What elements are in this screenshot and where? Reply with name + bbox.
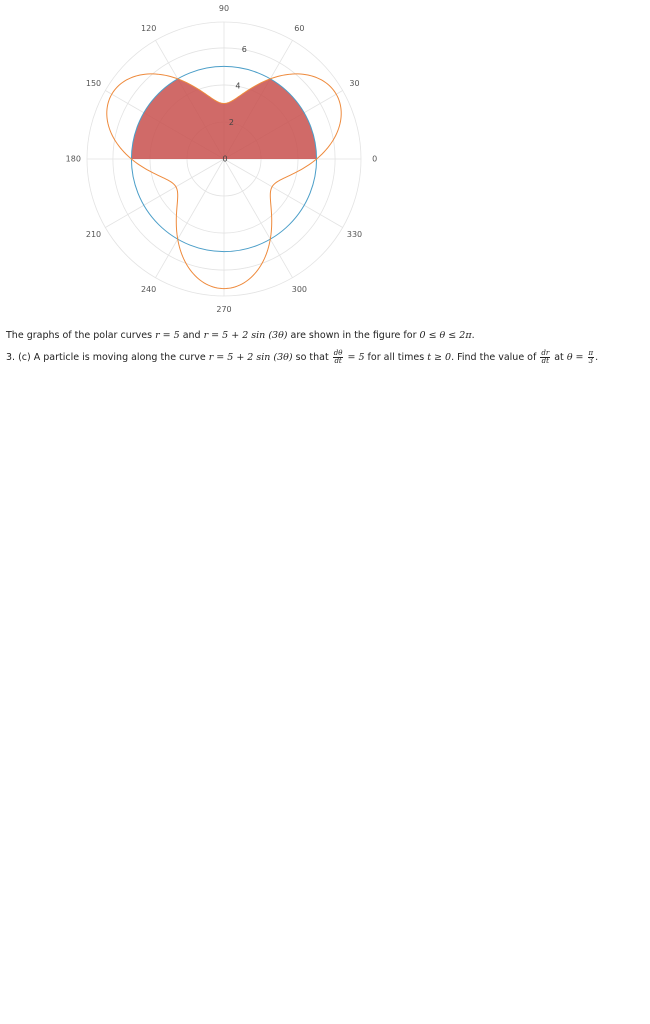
- equation-circle: r = 5: [155, 330, 180, 341]
- question-equation: r = 5 + 2 sin (3θ): [208, 352, 293, 363]
- theta-equals: θ =: [566, 352, 584, 363]
- frac1-denominator: dt: [334, 357, 342, 365]
- intro-text-pre: The graphs of the polar curves: [6, 330, 153, 341]
- radial-tick-label-0: 0: [222, 154, 228, 164]
- radial-tick-label-6: 6: [241, 45, 247, 55]
- intro-sentence: [6, 330, 475, 341]
- question-so-that: so that: [295, 352, 329, 363]
- theta-range: 0 ≤ θ ≤ 2π: [419, 330, 472, 341]
- angle-tick-label-330: 330: [346, 229, 363, 239]
- radial-tick-label-2: 2: [228, 118, 234, 127]
- frac3-denominator: 3: [588, 357, 594, 365]
- intro-text-and: and: [182, 330, 201, 341]
- angle-tick-label-150: 150: [85, 79, 102, 89]
- question-end: .: [595, 352, 599, 363]
- dr-dt-fraction: [540, 350, 550, 365]
- question-text-pre: 3. (c) A particle is moving along the curve: [6, 352, 206, 363]
- frac2-denominator: dt: [541, 357, 549, 365]
- frac3-numerator: π: [588, 349, 594, 357]
- polar-plot: [0, 0, 650, 320]
- frac2-numerator: dr: [541, 349, 550, 357]
- radial-tick-label-4: 4: [235, 81, 241, 91]
- intro-text-end: .: [471, 330, 475, 341]
- grid-spoke-300: [224, 159, 293, 278]
- angle-tick-label-90: 90: [218, 3, 230, 13]
- grid-spoke-330: [224, 159, 343, 228]
- question-find: . Find the value of: [451, 352, 537, 363]
- angle-tick-label-180: 180: [65, 154, 81, 164]
- angle-tick-label-270: 270: [216, 305, 232, 315]
- time-condition: t ≥ 0: [427, 352, 452, 363]
- equation-rose: r = 5 + 2 sin (3θ): [203, 330, 288, 341]
- angle-tick-label-210: 210: [85, 229, 102, 239]
- grid-spoke-210: [105, 159, 224, 228]
- grid-spoke-240: [156, 159, 225, 278]
- dtheta-dt-fraction: [333, 350, 344, 365]
- pi-over-3-fraction: [588, 350, 595, 365]
- angle-tick-label-60: 60: [294, 24, 305, 33]
- question-at: at: [554, 352, 564, 363]
- frac1-numerator: dθ: [333, 349, 343, 357]
- rate-value: = 5: [347, 352, 365, 363]
- angle-tick-label-240: 240: [140, 285, 157, 294]
- angle-tick-label-0: 0: [372, 154, 378, 164]
- intro-text-mid: are shown in the figure for: [290, 330, 417, 341]
- angle-tick-label-120: 120: [141, 24, 157, 33]
- angle-tick-label-300: 300: [291, 285, 308, 294]
- question-for-all: for all times: [367, 352, 425, 363]
- question-sentence: [6, 350, 598, 365]
- angle-tick-label-30: 30: [349, 79, 360, 89]
